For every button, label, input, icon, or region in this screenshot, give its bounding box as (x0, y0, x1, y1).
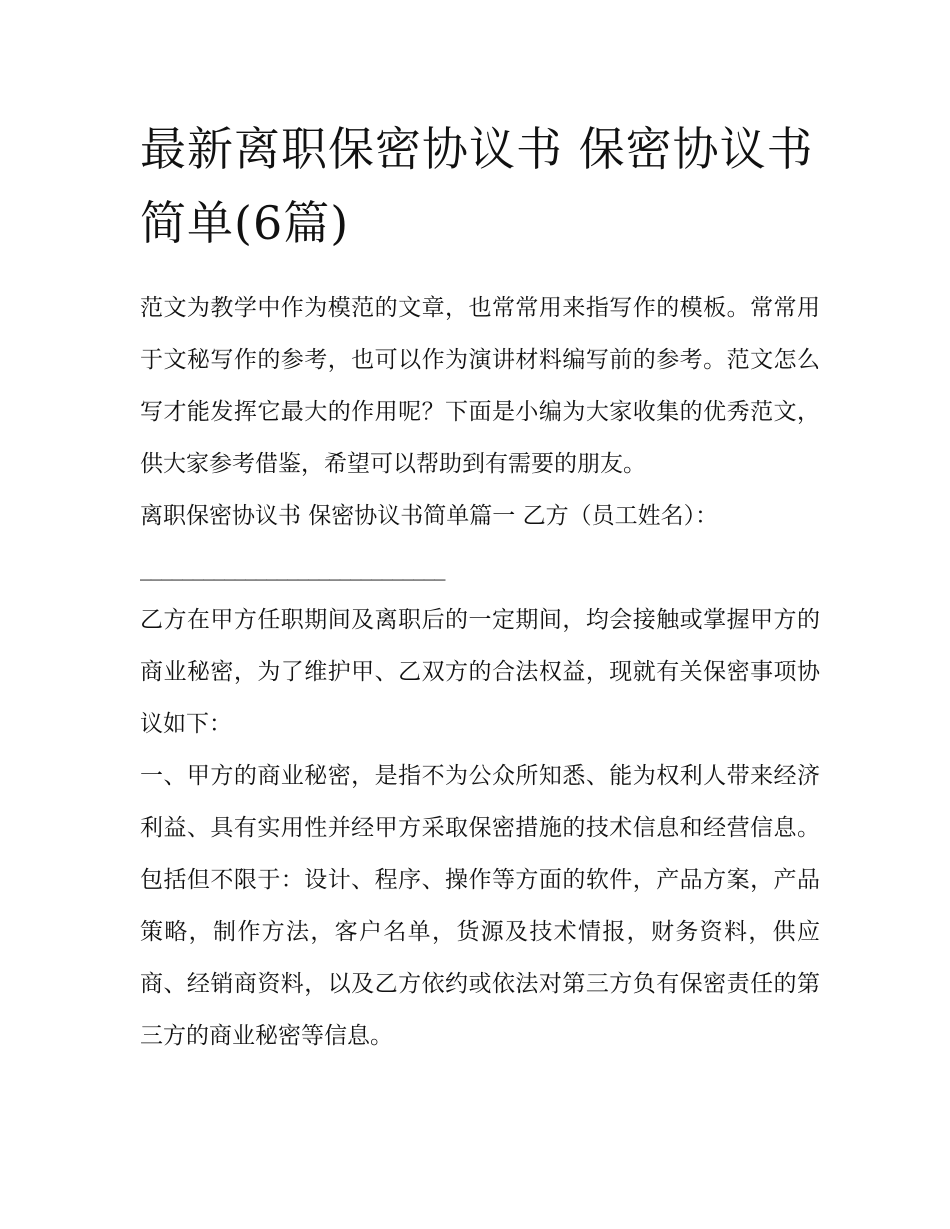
document-body (140, 112, 820, 1062)
document-title: 最新离职保密协议书 保密协议书简单(6篇) (140, 122, 814, 250)
section-heading: 离职保密协议书 保密协议书简单篇一 乙方（员工姓名）： (140, 503, 719, 529)
paragraph-2: 一、甲方的商业秘密，是指不为公众所知悉、能为权利人带来经济利益、具有实用性并经甲方采取保密措施的技术信息和经营信息。包括但不限于：设计、程序、操作等方面的软件，产品方案，产品策略，制作方法，客户名单，货源及技术情报，财务资料，供应商、经销商资料，以及乙方依约或依法对第三方负有保密责任的第三方的商业秘密等信息。 (140, 763, 820, 1049)
blank-fill-line: _____________________________ (140, 555, 445, 581)
paragraph-1: 乙方在甲方任职期间及离职后的一定期间，均会接触或掌握甲方的商业秘密，为了维护甲、乙双方的合法权益，现就有关保密事项协议如下： (140, 607, 820, 737)
intro-paragraph: 范文为教学中作为模范的文章，也常常用来指写作的模板。常常用于文秘写作的参考，也可以作为演讲材料编写前的参考。范文怎么写才能发挥它最大的作用呢？下面是小编为大家收集的优秀范文，供大家参考借鉴，希望可以帮助到有需要的朋友。 (140, 295, 820, 477)
